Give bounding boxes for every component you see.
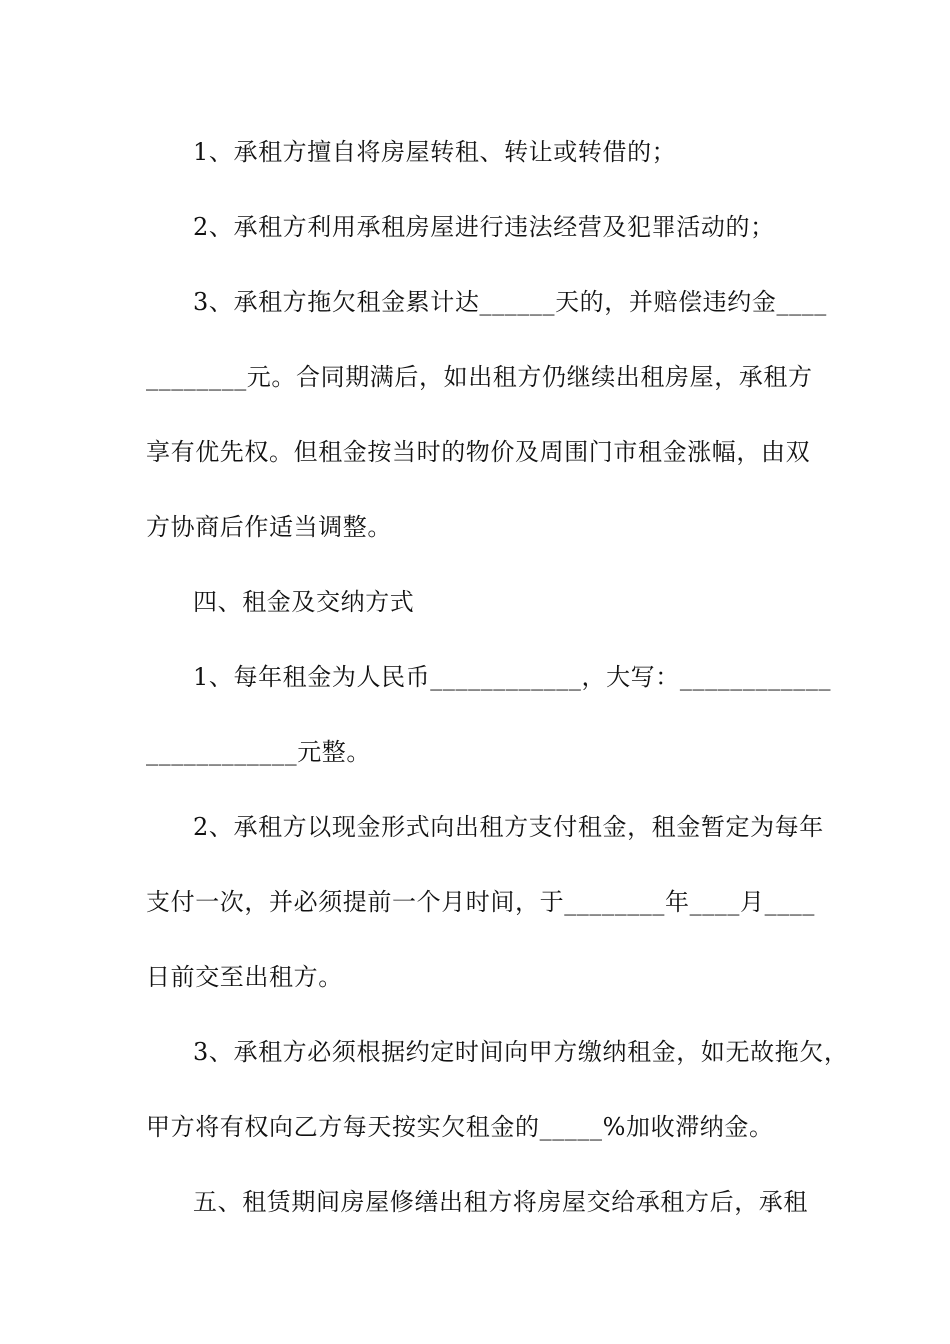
section-heading-rent: 四、租金及交纳方式 — [193, 588, 415, 616]
paragraph-line: 享有优先权。但租金按当时的物价及周围门市租金涨幅，由双 — [146, 438, 811, 466]
clause-payment-method: 2、承租方以现金形式向出租方支付租金，租金暂定为每年 — [193, 813, 824, 841]
clause-sublet: 1、承租方擅自将房屋转租、转让或转借的； — [193, 138, 677, 166]
clause-late-fee: 3、承租方必须根据约定时间向甲方缴纳租金，如无故拖欠， — [193, 1038, 849, 1066]
clause-arrears: 3、承租方拖欠租金累计达______天的，并赔偿违约金____ — [193, 288, 827, 316]
section-heading-repairs: 五、租赁期间房屋修缮出租方将房屋交给承租方后，承租 — [193, 1188, 808, 1216]
paragraph-line: ____________元整。 — [146, 738, 371, 766]
clause-annual-rent: 1、每年租金为人民币____________，大写：____________ — [193, 663, 832, 691]
paragraph-line: 支付一次，并必须提前一个月时间，于________年____月____ — [146, 888, 815, 916]
paragraph-line: 甲方将有权向乙方每天按实欠租金的_____%加收滞纳金。 — [146, 1113, 774, 1141]
paragraph-line: 日前交至出租方。 — [146, 963, 343, 991]
paragraph-line: 方协商后作适当调整。 — [146, 513, 392, 541]
clause-illegal-use: 2、承租方利用承租房屋进行违法经营及犯罪活动的； — [193, 213, 775, 241]
paragraph-line: ________元。合同期满后，如出租方仍继续出租房屋，承租方 — [146, 363, 813, 391]
